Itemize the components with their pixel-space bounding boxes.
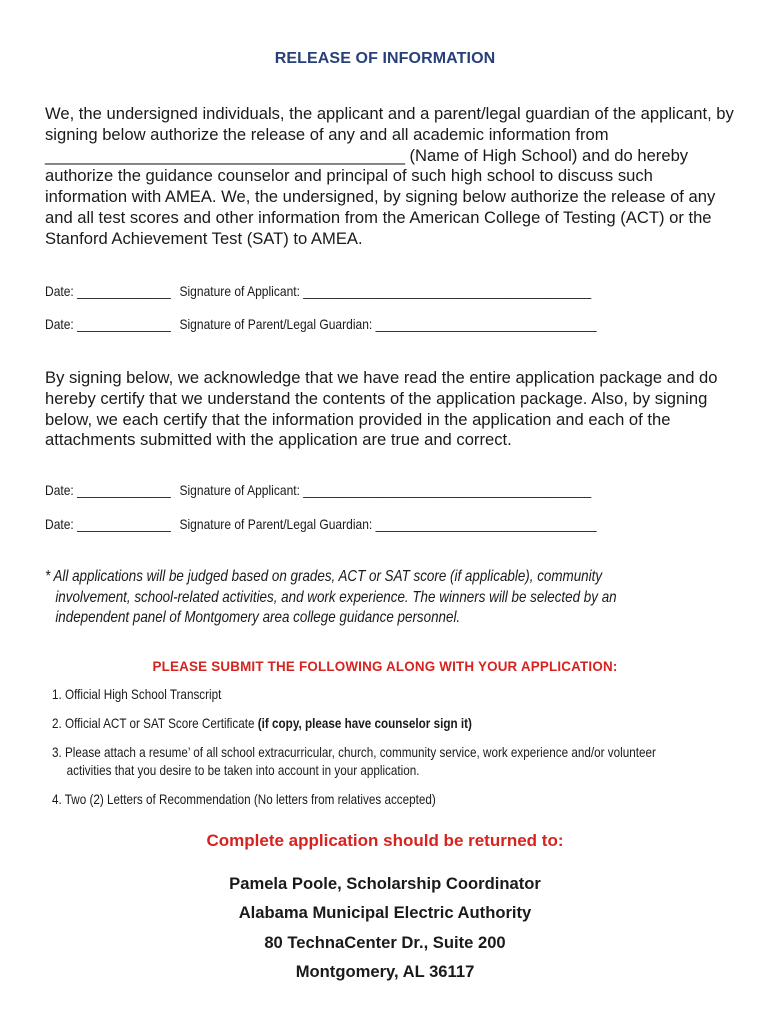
release-paragraph: We, the undersigned individuals, the applicant and a parent/legal guardian of the applicant, by signing below authorize the release of any and all academic information from _______________________________________ (Name of High School) and do hereby authorize the guidance counselor and principal of such high school to discuss such information with AMEA. We, the undersigned, by signing below authorize the release of any and all test scores and other information from the American College of Testing (ACT) or the Stanford Achievement Test (SAT) to AMEA. [45, 104, 734, 248]
list-item [52, 744, 740, 780]
signature-row-guardian-1[interactable] [45, 316, 638, 332]
list-item [52, 686, 740, 704]
note-line: independent panel of Montgomery area college guidance personnel. [55, 609, 461, 626]
address-city: Montgomery, AL 36117 [295, 962, 475, 981]
guardian-signature-label: Signature of Parent/Legal Guardian: _________________________________ [179, 316, 597, 332]
list-item-text: activities that you desire to be taken into account in your application. [66, 763, 420, 778]
guardian-signature-label: Signature of Parent/Legal Guardian: _________________________________ [179, 516, 597, 532]
submission-list [52, 686, 740, 820]
list-item-text: 3. Please attach a resume’ of all school extracurricular, church, community service, work experience and/or volunteer [52, 745, 656, 760]
signature-row-applicant-2[interactable] [45, 482, 638, 498]
return-heading: Complete application should be returned to: [206, 831, 564, 850]
date-field-label: Date: ______________ [45, 316, 171, 332]
signature-row-guardian-2[interactable] [45, 516, 638, 532]
list-item-text: 1. Official High School Transcript [52, 687, 222, 702]
list-item-emphasis: (if copy, please have counselor sign it) [257, 716, 472, 731]
signature-row-applicant-1[interactable] [45, 283, 638, 299]
list-item-text: 2. Official ACT or SAT Score Certificate [52, 716, 258, 731]
submit-heading: PLEASE SUBMIT THE FOLLOWING ALONG WITH YOUR APPLICATION: [152, 659, 618, 674]
note-line: involvement, school-related activities, and work experience. The winners will be selected by an [55, 588, 617, 606]
applicant-signature-label: Signature of Applicant: ___________________________________________ [179, 283, 592, 299]
applicant-signature-label: Signature of Applicant: ___________________________________________ [179, 482, 592, 498]
note-line: * All applications will be judged based on grades, ACT or SAT score (if applicable), community [45, 568, 603, 585]
address-street: 80 TechnaCenter Dr., Suite 200 [264, 933, 506, 952]
date-field-label: Date: ______________ [45, 516, 171, 532]
acknowledgement-paragraph: By signing below, we acknowledge that we have read the entire application package and do hereby certify that we understand the contents of the application package. Also, by signing below, we each certify that the information provided in the application and each of the attachments submitted with the application are true and correct. [45, 368, 718, 450]
list-item-text: 4. Two (2) Letters of Recommendation (No letters from relatives accepted) [52, 792, 436, 807]
address-name: Pamela Poole, Scholarship Coordinator [229, 874, 541, 893]
list-item [52, 715, 740, 733]
judging-note [45, 567, 724, 629]
document-title: RELEASE OF INFORMATION [274, 50, 496, 67]
date-field-label: Date: ______________ [45, 482, 171, 498]
address-organization: Alabama Municipal Electric Authority [238, 903, 532, 922]
date-field-label: Date: ______________ [45, 283, 171, 299]
list-item [52, 791, 740, 809]
